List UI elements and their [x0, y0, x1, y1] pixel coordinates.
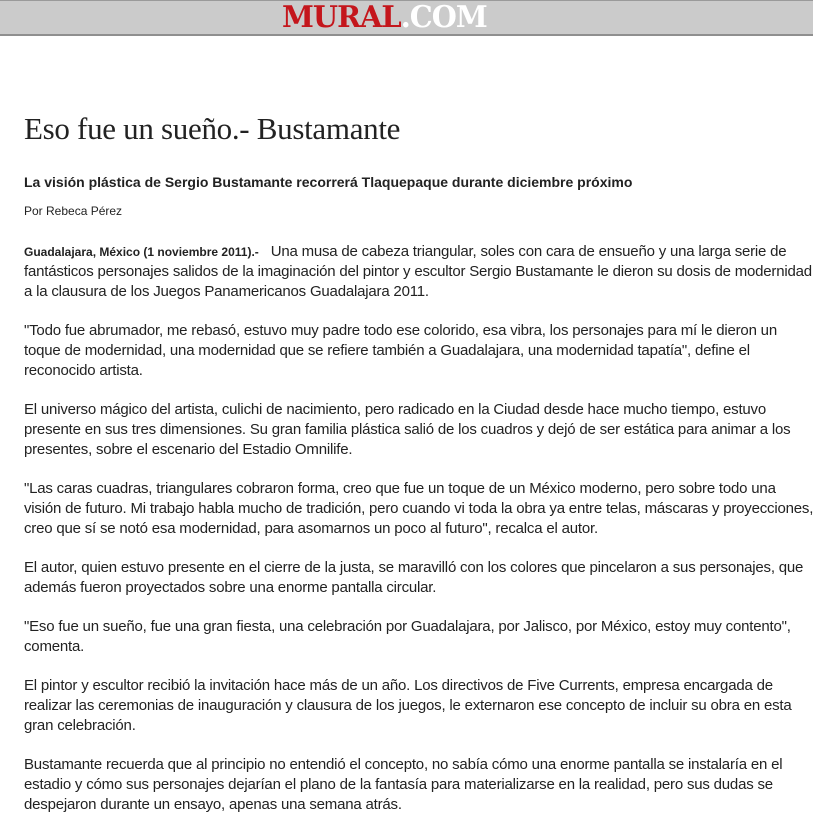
article-paragraph: "Todo fue abrumador, me rebasó, estuvo muy padre todo ese colorido, esa vibra, los personajes para mí le dieron un toque de modernidad, una modernidad que se refiere también a Guadalajara, una modernidad tapatía", define el reconocido artista. — [24, 322, 777, 379]
article-paragraph: El universo mágico del artista, culichi de nacimiento, pero radicado en la Ciudad desde hace mucho tiempo, estuvo presente en sus tres dimensiones. Su gran familia plástica salió de los cuadros y dejó de ser estática para animar a los presentes, sobre el escenario del Estadio Omnilife. — [24, 401, 791, 458]
article-body — [24, 242, 813, 834]
site-header-bar — [0, 0, 813, 36]
paragraph-text: Una musa de cabeza triangular, soles con cara de ensueño y una larga serie de fantásticos personajes salidos de la imaginación del pintor y escultor Sergio Bustamante le dieron su dosis de modernidad a la clausura de los Juegos Panamericanos Guadalajara 2011. — [24, 243, 812, 300]
article-paragraph: "Eso fue un sueño, fue una gran fiesta, una celebración por Guadalajara, por Jalisco, por México, estoy muy contento", comenta. — [24, 618, 791, 655]
logo-com-text: .COM — [400, 0, 487, 35]
article-paragraph — [24, 242, 813, 302]
logo-mural-text: MURAL — [282, 0, 401, 35]
article-paragraph: El autor, quien estuvo presente en el cierre de la justa, se maravilló con los colores que pincelaron a sus personajes, que además fueron proyectados sobre una enorme pantalla circular. — [24, 559, 804, 596]
article-title: Eso fue un sueño.- Bustamante — [24, 111, 401, 146]
article-dateline: Guadalajara, México (1 noviembre 2011).- — [24, 245, 259, 259]
article-paragraph: El pintor y escultor recibió la invitación hace más de un año. Los directivos de Five Currents, empresa encargada de realizar las ceremonias de inauguración y clausura de los juegos, le externaron ese concepto de incluir su obra en esta gran celebración. — [24, 677, 792, 734]
article-paragraph: "Las caras cuadras, triangulares cobraron forma, creo que fue un toque de un México moderno, pero sobre todo una visión de futuro. Mi trabajo habla mucho de tradición, pero cuando vi toda la obra ya entre telas, máscaras y proyecciones, creo que sí se notó esa modernidad, para asomarnos un poco al futuro", recalca el autor. — [24, 480, 813, 537]
article-paragraph: Bustamante recuerda que al principio no entendió el concepto, no sabía cómo una enorme pantalla se instalaría en el estadio y cómo sus personajes dejarían el plano de la fantasía para materializarse en la realidad, pero sus dudas se despejaron durante un ensayo, apenas una semana atrás. — [24, 756, 783, 813]
article-byline: Por Rebeca Pérez — [24, 204, 123, 218]
article-subtitle: La visión plástica de Sergio Bustamante recorrerá Tlaquepaque durante diciembre próximo — [24, 174, 633, 190]
mural-logo[interactable] — [282, 2, 487, 34]
